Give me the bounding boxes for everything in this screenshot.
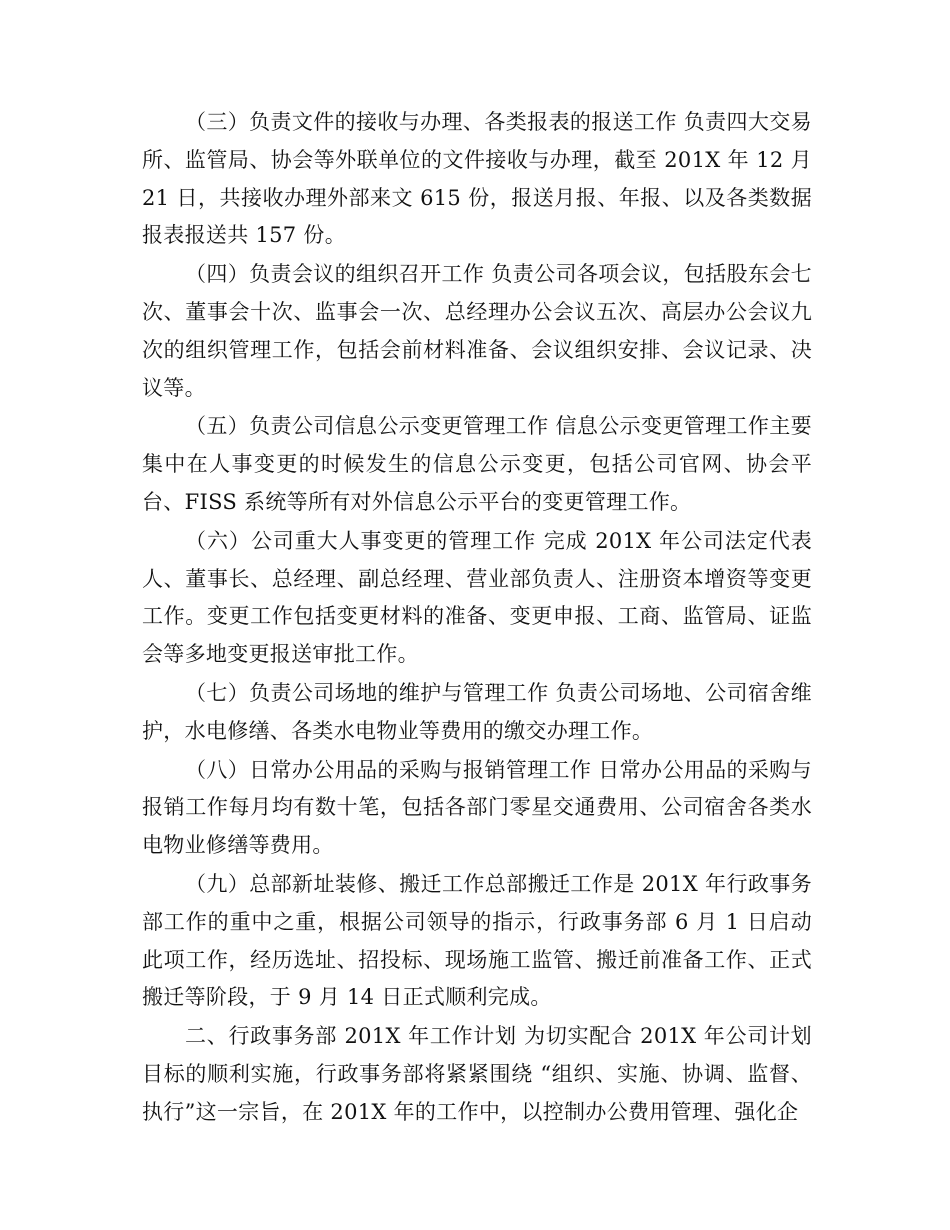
paragraph-6: （六）公司重大人事变更的管理工作 完成 201X 年公司法定代表人、董事长、总经理、副总经理、营业部负责人、注册资本增资等变更工作。变更工作包括变更材料的准备、变更申报、工商、监管局、证监会等多地变更报送审批工作。 bbox=[142, 528, 812, 667]
paragraph-9: （九）总部新址装修、搬迁工作总部搬迁工作是 201X 年行政事务部工作的重中之重，根据公司领导的指示，行政事务部 6 月 1 日启动此项工作，经历选址、招投标、现场施工监管、搬迁前准备工作、正式搬迁等阶段，于 9 月 14 日正式顺利完成。 bbox=[142, 871, 812, 1010]
document-body bbox=[142, 104, 812, 1133]
paragraph-4: （四）负责会议的组织召开工作 负责公司各项会议，包括股东会七次、董事会十次、监事会一次、总经理办公会议五次、高层办公会议九次的组织管理工作，包括会前材料准备、会议组织安排、会议记录、决议等。 bbox=[142, 262, 812, 400]
paragraph-8: （八）日常办公用品的采购与报销管理工作 日常办公用品的采购与报销工作每月均有数十笔，包括各部门零星交通费用、公司宿舍各类水电物业修缮等费用。 bbox=[142, 757, 812, 858]
paragraph-7: （七）负责公司场地的维护与管理工作 负责公司场地、公司宿舍维护，水电修缮、各类水电物业等费用的缴交办理工作。 bbox=[142, 680, 812, 743]
paragraph-5: （五）负责公司信息公示变更管理工作 信息公示变更管理工作主要集中在人事变更的时候发生的信息公示变更，包括公司官网、协会平台、FISS 系统等所有对外信息公示平台的变更管理工作。 bbox=[142, 414, 812, 514]
section-two-heading-paragraph: 二、行政事务部 201X 年工作计划 为切实配合 201X 年公司计划目标的顺利实施，行政事务部将紧紧围绕 “组织、实施、协调、监督、执行”这一宗旨，在 201X 年的工作中，以控制办公费用管理、强化企 bbox=[142, 1024, 812, 1124]
paragraph-3: （三）负责文件的接收与办理、各类报表的报送工作 负责四大交易所、监管局、协会等外联单位的文件接收与办理，截至 201X 年 12 月 21 日，共接收办理外部来文 615 份，报送月报、年报、以及各类数据报表报送共 157 份。 bbox=[142, 110, 812, 248]
